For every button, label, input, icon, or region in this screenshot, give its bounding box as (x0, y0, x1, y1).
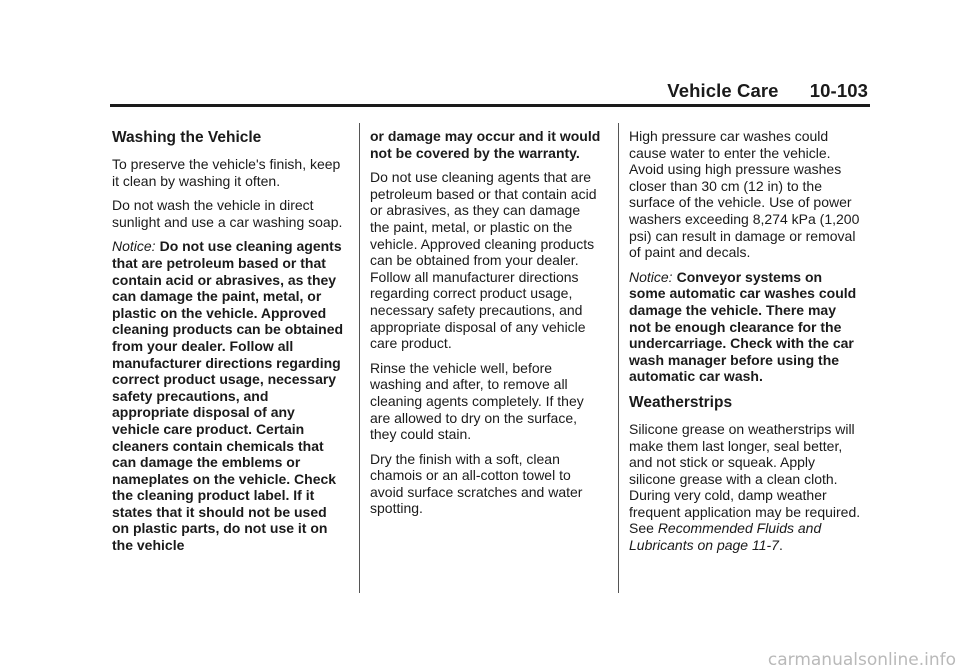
column-divider-1 (359, 123, 360, 593)
column-2 (370, 128, 602, 525)
paragraph: Rinse the vehicle well, before washing and after, to remove all cleaning agents completely. If they are allowed to dry on the surface, they could stain. (370, 359, 584, 443)
paragraph: Do not wash the vehicle in direct sunlight and use a car washing soap. (112, 197, 343, 230)
header-rule (110, 104, 870, 107)
paragraph: High pressure car washes could cause water to enter the vehicle. Avoid using high pressure washes closer than 30 cm (12 in) to the surface of the vehicle. Use of power washers exceeding 8,274 kPa (1,200 psi) can result in damage or removal of paint and decals. (629, 128, 860, 261)
notice-text: Conveyor systems on some automatic car washes could damage the vehicle. There may not be enough clearance for the undercarriage. Check with the car wash manager before using the automatic car wash. (629, 268, 857, 385)
cross-reference-link[interactable]: Recommended Fluids and Lubricants on page 11-7 (629, 520, 822, 554)
heading-weatherstrips: Weatherstrips (629, 393, 733, 411)
notice-label: Notice: (112, 238, 156, 255)
page-header (667, 80, 868, 102)
paragraph-text: Silicone grease on weatherstrips will make them last longer, seal better, and not stick or squeak. Apply silicone grease with a clean cloth. During very cold, damp weather frequent application may be required. See (629, 420, 861, 537)
paragraph (629, 421, 861, 554)
watermark: carmanualsonline.info (767, 650, 956, 670)
column-3 (629, 128, 861, 562)
paragraph-end: . (778, 537, 783, 554)
section-title: Vehicle Care (667, 80, 779, 101)
column-1 (112, 128, 344, 562)
page-number: 10-103 (809, 80, 868, 101)
paragraph: Dry the finish with a soft, clean chamois or an all-cotton towel to avoid surface scratches and water spotting. (370, 450, 583, 517)
notice-block (112, 238, 344, 553)
paragraph: To preserve the vehicle's finish, keep it clean by washing it often. (112, 156, 341, 189)
notice-label: Notice: (629, 268, 673, 285)
column-divider-2 (618, 123, 619, 593)
paragraph: Do not use cleaning agents that are petroleum based or that contain acid or abrasives, as they can damage the paint, metal, or plastic on the vehicle. Approved cleaning products can be obtained from your dealer. Follow all manufacturer directions regarding correct product usage, necessary safety precautions, and appropriate disposal of any vehicle care product. (370, 169, 597, 352)
notice-text: Do not use cleaning agents that are petroleum based or that contain acid or abrasives, as they can damage the paint, metal, or plastic on the vehicle. Approved cleaning products can be obtained from your dealer. Follow all manufacturer directions regarding correct product usage, necessary safety precautions, and appropriate disposal of any vehicle care product. Certain cleaners contain chemicals that can damage the emblems or nameplates on the vehicle. Check the cleaning product label. If it states that it should not be used on plastic parts, do not use it on the vehicle (112, 238, 344, 554)
notice-continued: or damage may occur and it would not be covered by the warranty. (370, 128, 601, 161)
heading-washing: Washing the Vehicle (112, 129, 262, 146)
notice-block (629, 269, 861, 385)
